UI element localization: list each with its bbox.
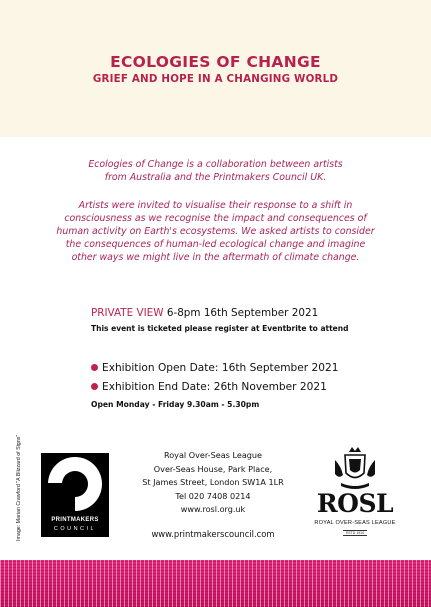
rosl-logo bbox=[310, 446, 400, 538]
bullet-icon bbox=[91, 383, 98, 390]
page-title: ECOLOGIES OF CHANGE bbox=[110, 53, 321, 71]
exhibition-dates bbox=[91, 358, 338, 396]
open-date-row bbox=[91, 358, 338, 377]
intro-paragraph-1 bbox=[30, 158, 401, 184]
private-view-line bbox=[91, 307, 318, 319]
address-line: Tel 020 7408 0214 bbox=[175, 490, 251, 501]
ticket-note: This event is ticketed please register at Eventbrite to attend bbox=[91, 324, 349, 333]
printmakers-council-logo bbox=[41, 453, 109, 537]
private-view-label: PRIVATE VIEW bbox=[91, 307, 164, 319]
private-view-details: 6-8pm 16th September 2021 bbox=[163, 307, 319, 319]
intro-line: from Australia and the Printmakers Council UK. bbox=[104, 172, 327, 183]
printmakers-website-link[interactable]: www.printmakerscouncil.com bbox=[151, 529, 275, 539]
end-date: Exhibition End Date: 26th November 2021 bbox=[102, 380, 327, 393]
intro-paragraph-2 bbox=[30, 199, 401, 264]
logo-text-line2: COUNCIL bbox=[53, 526, 97, 532]
crest-icon bbox=[332, 446, 378, 490]
logo-text-line1: PRINTMAKERS bbox=[51, 517, 99, 523]
end-date-row bbox=[91, 377, 338, 396]
intro-line: other ways we might live in the aftermath of climate change. bbox=[71, 252, 360, 263]
page-subtitle: GRIEF AND HOPE IN A CHANGING WORLD bbox=[92, 73, 339, 85]
intro-line: consciousness as we recognise the impact and consequences of bbox=[64, 213, 367, 224]
address-line: Over-Seas House, Park Place, bbox=[153, 463, 273, 474]
rosl-full-name: ROYAL OVER-SEAS LEAGUE bbox=[314, 520, 396, 526]
address-line: Royal Over-Seas League bbox=[163, 450, 263, 460]
intro-line: the consequences of human-led ecological change and imagine bbox=[65, 239, 366, 250]
image-credit: Image: Marian Crawford "A Blizzard of Signs" bbox=[16, 434, 22, 541]
intro-line: human activity on Earth's ecosystems. We asked artists to consider bbox=[56, 226, 375, 237]
rosl-established: ESTD 1910 bbox=[343, 530, 367, 536]
venue-address bbox=[130, 449, 296, 517]
bullet-icon bbox=[91, 364, 98, 371]
address-line: St James Street, London SW1A 1LR bbox=[142, 477, 284, 487]
artwork-pattern-strip bbox=[0, 560, 431, 607]
rosl-website-link[interactable]: www.rosl.org.uk bbox=[180, 504, 246, 514]
opening-hours: Open Monday - Friday 9.30am - 5.30pm bbox=[91, 400, 260, 409]
open-date: Exhibition Open Date: 16th September 2021 bbox=[102, 361, 339, 374]
intro-line: Artists were invited to visualise their response to a shift in bbox=[78, 200, 353, 211]
intro-line: Ecologies of Change is a collaboration between artists bbox=[88, 159, 343, 170]
rosl-letters: ROSL bbox=[316, 489, 394, 518]
